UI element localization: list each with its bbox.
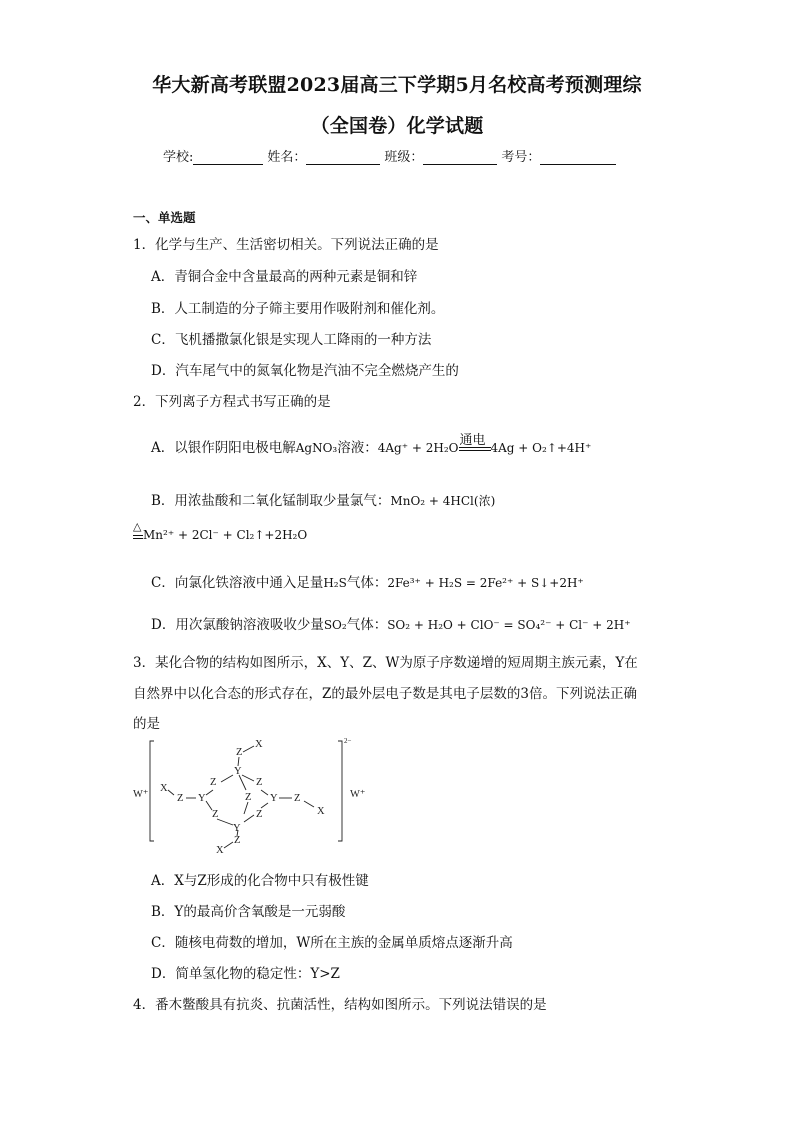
q2-b-condition-arrow (133, 519, 143, 543)
q3-line-1: 3．某化合物的结构如图所示，X、Y、Z、W为原子序数递增的短周期主族元素，Y在 (133, 655, 638, 671)
atom-y: Y (234, 766, 242, 777)
q2-option-b-line2 (133, 519, 308, 543)
atom-y: Y (233, 823, 241, 834)
q4-stem: 4．番木鳖酸具有抗炎、抗菌活性，结构如图所示。下列说法错误的是 (133, 997, 547, 1013)
q2-d-text2: 气体： (346, 617, 388, 633)
q2-option-d (151, 613, 631, 633)
q3-line-3: 的是 (133, 716, 160, 732)
q2-a-formula: AgNO₃ (295, 441, 338, 455)
w-left-label: W⁺ (133, 789, 149, 800)
q2-d-eq: SO₂ + H₂O + ClO⁻ = SO₄²⁻ + Cl⁻ + 2H⁺ (387, 618, 631, 632)
atom-z: Z (245, 792, 252, 803)
q2-a-left: 4Ag⁺ + 2H₂O (377, 441, 459, 455)
title-line-1: 华大新高考联盟2023届高三下学期5月名校高考预测理综 (152, 74, 642, 96)
q2-c-formula: H₂S (323, 576, 347, 590)
q1-option-b: B．人工制造的分子筛主要用作吸附剂和催化剂。 (151, 301, 445, 317)
q2-a-condition-arrow (459, 432, 491, 456)
q3-option-a: A．X与Z形成的化合物中只有极性键 (151, 873, 369, 889)
school-blank[interactable] (193, 150, 263, 165)
q2-d-formula: SO₂ (323, 618, 347, 632)
q2-option-a (151, 432, 592, 456)
q2-b-eq2: Mn²⁺ + 2Cl⁻ + Cl₂↑+2H₂O (143, 528, 308, 542)
atom-z: Z (294, 793, 301, 804)
atom-z: Z (177, 793, 184, 804)
q2-option-c (151, 571, 584, 591)
title-line-2: （全国卷）化学试题 (310, 115, 484, 137)
q3-option-b: B．Y的最高价含氧酸是一元弱酸 (151, 904, 346, 920)
q2-c-text2: 气体： (346, 575, 388, 591)
q3-option-c: C．随核电荷数的增加，W所在主族的金属单质熔点逐渐升高 (151, 935, 513, 951)
atom-x: X (216, 845, 224, 856)
atom-x: X (317, 806, 325, 817)
class-label: 班级： (384, 150, 424, 165)
atom-z: Z (236, 747, 243, 758)
school-label: 学校: (163, 150, 194, 165)
atom-y: Y (198, 793, 206, 804)
q2-b-condition: △ (133, 519, 142, 533)
atom-z: Z (256, 809, 263, 820)
atom-x: X (160, 783, 168, 794)
q2-a-text: A．以银作阴阳电极电解 (151, 440, 296, 456)
name-label: 姓名： (267, 150, 307, 165)
q2-b-note: (浓) (473, 494, 496, 508)
left-bracket (150, 741, 154, 841)
name-blank[interactable] (306, 150, 380, 165)
q2-d-text: D．用次氯酸钠溶液吸收少量 (151, 617, 324, 633)
q2-option-b (151, 489, 495, 509)
atom-y: Y (270, 793, 278, 804)
atom-z: Z (212, 809, 219, 820)
atom-z: Z (210, 777, 217, 788)
exam-no-blank[interactable] (540, 150, 616, 165)
q1-option-d: D．汽车尾气中的氮氧化物是汽油不完全燃烧产生的 (151, 363, 459, 379)
q3-structure-diagram (128, 735, 378, 860)
q2-stem: 2．下列离子方程式书写正确的是 (133, 394, 331, 410)
exam-no-label: 考号： (501, 150, 541, 165)
q2-c-text: C．向氯化铁溶液中通入足量 (151, 575, 324, 591)
student-info-line (163, 146, 620, 165)
section-heading: 一、单选题 (133, 210, 196, 225)
q2-a-text2: 溶液： (337, 440, 378, 456)
q1-option-a: A．青铜合金中含量最高的两种元素是铜和锌 (151, 269, 418, 285)
q1-stem: 1．化学与生产、生活密切相关。下列说法正确的是 (133, 237, 439, 253)
q2-b-text: B．用浓盐酸和二氧化锰制取少量氯气： (151, 493, 391, 509)
charge-label: 2− (344, 737, 352, 745)
q3-option-d: D．简单氢化物的稳定性：Y>Z (151, 966, 340, 982)
q2-c-eq: 2Fe³⁺ + H₂S = 2Fe²⁺ + S↓+2H⁺ (387, 576, 584, 590)
atom-x: X (255, 739, 263, 750)
q3-line-2: 自然界中以化合态的形式存在，Z的最外层电子数是其电子层数的3倍。下列说法正确 (133, 686, 637, 702)
q1-option-c: C．飞机播撒氯化银是实现人工降雨的一种方法 (151, 332, 432, 348)
w-right-label: W⁺ (350, 789, 366, 800)
q2-b-eq1: MnO₂ + 4HCl (390, 494, 474, 508)
atom-z: Z (234, 835, 241, 846)
class-blank[interactable] (423, 150, 497, 165)
q2-a-condition: 通电 (459, 432, 486, 448)
q2-a-right: 4Ag + O₂↑+4H⁺ (490, 441, 592, 455)
atom-z: Z (256, 777, 263, 788)
right-bracket (338, 741, 342, 841)
